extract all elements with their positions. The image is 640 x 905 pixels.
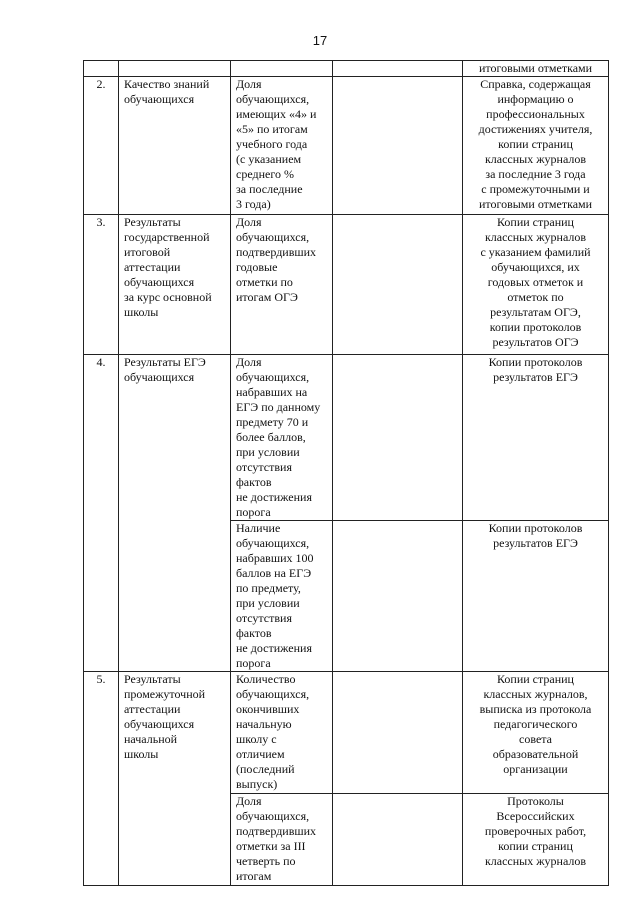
- indicator-cell: [231, 794, 333, 886]
- documents-cell: [463, 521, 609, 672]
- row-number: 2.: [96, 77, 106, 91]
- documents-text: Копии протоколов результатов ЕГЭ: [488, 355, 583, 384]
- criterion-cell: [119, 215, 231, 355]
- documents-text: итоговыми отметками: [478, 61, 593, 75]
- indicator-cell: [231, 355, 333, 521]
- num-cell: [84, 355, 119, 672]
- documents-text: Протоколы Всероссийских проверочных работ, копии страниц классных журналов: [484, 794, 587, 868]
- table-row: [84, 61, 609, 77]
- page-number: 17: [312, 33, 328, 48]
- documents-cell: [463, 61, 609, 77]
- documents-text: Копии страниц классных журналов, выписка из протокола педагогического совета образовательной организации: [479, 672, 592, 776]
- empty-cell: [333, 355, 463, 521]
- row-number: 4.: [96, 355, 106, 369]
- documents-text: Справка, содержащая информацию о профессиональных достижениях учителя, копии страниц классных журналов за последние 3 года с промежуточными и итоговыми отметками: [478, 77, 593, 211]
- criterion-cell: [119, 355, 231, 672]
- documents-cell: [463, 215, 609, 355]
- documents-cell: [463, 355, 609, 521]
- indicator-cell: [231, 61, 333, 77]
- indicator-text: Доля обучающихся, набравших на ЕГЭ по данному предмету 70 и более баллов, при условии отсутствия фактов не достижения порога: [236, 355, 321, 519]
- empty-cell: [333, 521, 463, 672]
- row-number: 5.: [96, 672, 106, 686]
- documents-cell: [463, 77, 609, 215]
- criterion-text: Качество знаний обучающихся: [124, 77, 210, 106]
- criteria-table: [83, 60, 609, 886]
- num-cell: [84, 61, 119, 77]
- empty-cell: [333, 61, 463, 77]
- table-row: [84, 77, 609, 215]
- indicator-text: Доля обучающихся, имеющих «4» и «5» по итогам учебного года (с указанием среднего % за последние 3 года): [236, 77, 317, 211]
- criterion-text: Результаты ЕГЭ обучающихся: [124, 355, 206, 384]
- documents-cell: [463, 672, 609, 794]
- table-row: [84, 355, 609, 521]
- criterion-cell: [119, 61, 231, 77]
- indicator-cell: [231, 77, 333, 215]
- documents-text: Копии страниц классных журналов с указанием фамилий обучающихся, их годовых отметок и отметок по результатам ОГЭ, копии протоколов результатов ОГЭ: [480, 215, 591, 349]
- empty-cell: [333, 794, 463, 886]
- documents-cell: [463, 794, 609, 886]
- num-cell: [84, 215, 119, 355]
- indicator-cell: [231, 215, 333, 355]
- empty-cell: [333, 672, 463, 794]
- indicator-cell: [231, 521, 333, 672]
- indicator-text: Доля обучающихся, подтвердивших годовые отметки по итогам ОГЭ: [236, 215, 317, 304]
- indicator-text: Доля обучающихся, подтвердивших отметки за III четверть по итогам: [236, 794, 317, 883]
- empty-cell: [333, 77, 463, 215]
- row-number: 3.: [96, 215, 106, 229]
- criterion-text: Результаты промежуточной аттестации обучающихся начальной школы: [124, 672, 206, 761]
- num-cell: [84, 672, 119, 886]
- indicator-text: Количество обучающихся, окончивших начальную школу с отличием (последний выпуск): [236, 672, 310, 791]
- table-row: [84, 672, 609, 794]
- table-row: [84, 215, 609, 355]
- documents-text: Копии протоколов результатов ЕГЭ: [488, 521, 583, 550]
- criterion-cell: [119, 77, 231, 215]
- indicator-text: Наличие обучающихся, набравших 100 баллов на ЕГЭ по предмету, при условии отсутствия фактов не достижения порога: [236, 521, 314, 670]
- criterion-cell: [119, 672, 231, 886]
- num-cell: [84, 77, 119, 215]
- criterion-text: Результаты государственной итоговой аттестации обучающихся за курс основной школы: [124, 215, 212, 319]
- empty-cell: [333, 215, 463, 355]
- indicator-cell: [231, 672, 333, 794]
